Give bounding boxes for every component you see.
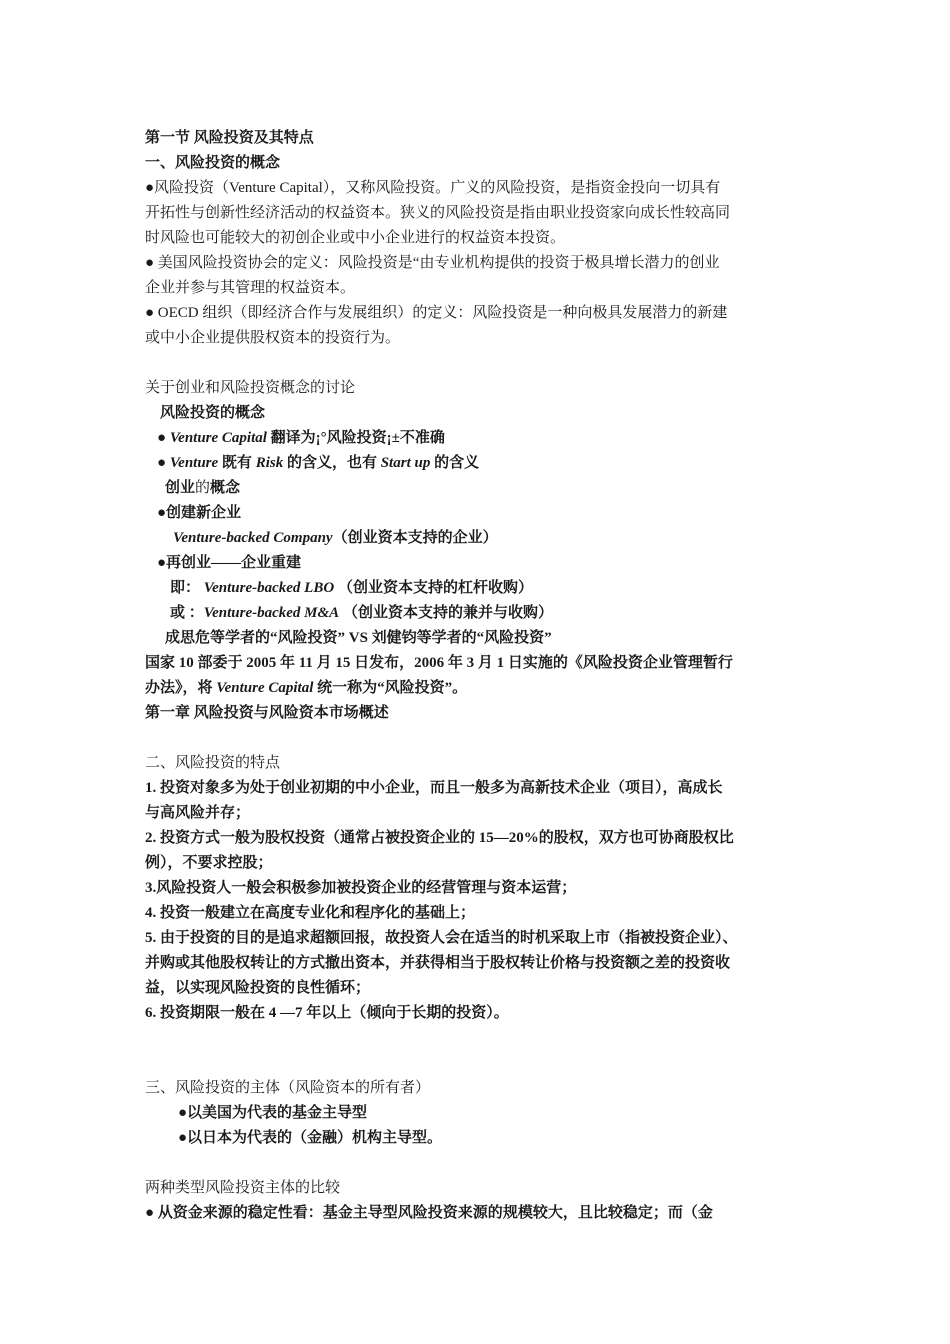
paragraph-line: ●以日本为代表的（金融）机构主导型。 xyxy=(178,1130,443,1146)
paragraph-line: 时风险也可能较大的初创企业或中小企业进行的权益资本投资。 xyxy=(145,230,566,246)
paragraph-line: 1. 投资对象多为处于创业初期的中小企业，而且一般多为高新技术企业（项目），高成长 xyxy=(145,780,723,796)
subsection-heading: 一、风险投资的概念 xyxy=(145,155,281,171)
paragraph-line: 例），不要求控股； xyxy=(145,855,273,871)
paragraph-line: 2. 投资方式一般为股权投资（通常占被投资企业的 15—20%的股权，双方也可协商股权比 xyxy=(145,830,734,846)
comparison-heading: 两种类型风险投资主体的比较 xyxy=(145,1180,341,1196)
paragraph-line: ●再创业——企业重建 xyxy=(157,555,302,571)
paragraph-line: 并购或其他股权转让的方式撤出资本，并获得相当于股权转让价格与投资额之差的投资收 xyxy=(145,955,731,971)
paragraph-line: ● 美国风险投资协会的定义：风险投资是“由专业机构提供的投资于极具增长潜力的创业 xyxy=(145,255,720,271)
paragraph-line: 成思危等学者的“风险投资” VS 刘健钧等学者的“风险投资” xyxy=(165,630,552,646)
subsection-heading: 三、风险投资的主体（风险资本的所有者） xyxy=(145,1080,431,1096)
paragraph-line: 国家 10 部委于 2005 年 11 月 15 日发布，2006 年 3 月 1 日实施的《风险投资企业管理暂行 xyxy=(145,655,733,671)
paragraph-line: 企业并参与其管理的权益资本。 xyxy=(145,280,356,296)
paragraph-line: ● 从资金来源的稳定性看：基金主导型风险投资来源的规模较大，且比较稳定；而（金 xyxy=(145,1205,713,1221)
paragraph-line: 6. 投资期限一般在 4 —7 年以上（倾向于长期的投资）。 xyxy=(145,1005,509,1021)
paragraph-line: ● OECD 组织（即经济合作与发展组织）的定义：风险投资是一种向极具发展潜力的新建 xyxy=(145,305,728,321)
paragraph-line: 或 ：Venture-backed M&A （创业资本支持的兼并与收购） xyxy=(170,605,553,621)
paragraph-line: ●风险投资（Venture Capital），又称风险投资。广义的风险投资，是指资金投向一切具有 xyxy=(145,180,721,196)
paragraph-line: ●创建新企业 xyxy=(157,505,242,521)
paragraph-line: 5. 由于投资的目的是追求超额回报，故投资人会在适当的时机采取上市（指被投资企业）、 xyxy=(145,930,738,946)
paragraph-line: 3.风险投资人一般会积极参加被投资企业的经营管理与资本运营； xyxy=(145,880,577,896)
subsection-heading: 二、风险投资的特点 xyxy=(145,755,281,771)
paragraph-line: ●以美国为代表的基金主导型 xyxy=(178,1105,368,1121)
paragraph-line: 与高风险并存； xyxy=(145,805,251,821)
section-title: 第一节 风险投资及其特点 xyxy=(145,130,314,146)
concept-heading: 风险投资的概念 xyxy=(160,405,266,421)
paragraph-line: 开拓性与创新性经济活动的权益资本。狭义的风险投资是指由职业投资家向成长性较高同 xyxy=(145,205,731,221)
chapter-title: 第一章 风险投资与风险资本市场概述 xyxy=(145,705,389,721)
paragraph-line: 即： Venture-backed LBO （创业资本支持的杠杆收购） xyxy=(170,580,533,596)
paragraph-line: 办法》，将 Venture Capital 统一称为“风险投资”。 xyxy=(145,680,468,696)
paragraph-line: 4. 投资一般建立在高度专业化和程序化的基础上； xyxy=(145,905,476,921)
paragraph-line: Venture-backed Company（创业资本支持的企业） xyxy=(173,530,498,546)
paragraph-line: 益，以实现风险投资的良性循环； xyxy=(145,980,371,996)
paragraph-line: ● Venture 既有 Risk 的含义，也有 Start up 的含义 xyxy=(157,455,480,471)
paragraph-line: 或中小企业提供股权资本的投资行为。 xyxy=(145,330,401,346)
discussion-heading: 关于创业和风险投资概念的讨论 xyxy=(145,380,356,396)
paragraph-line: 创业的概念 xyxy=(165,480,241,496)
paragraph-line: ● Venture Capital 翻译为¡°风险投资¡±不准确 xyxy=(157,430,445,446)
